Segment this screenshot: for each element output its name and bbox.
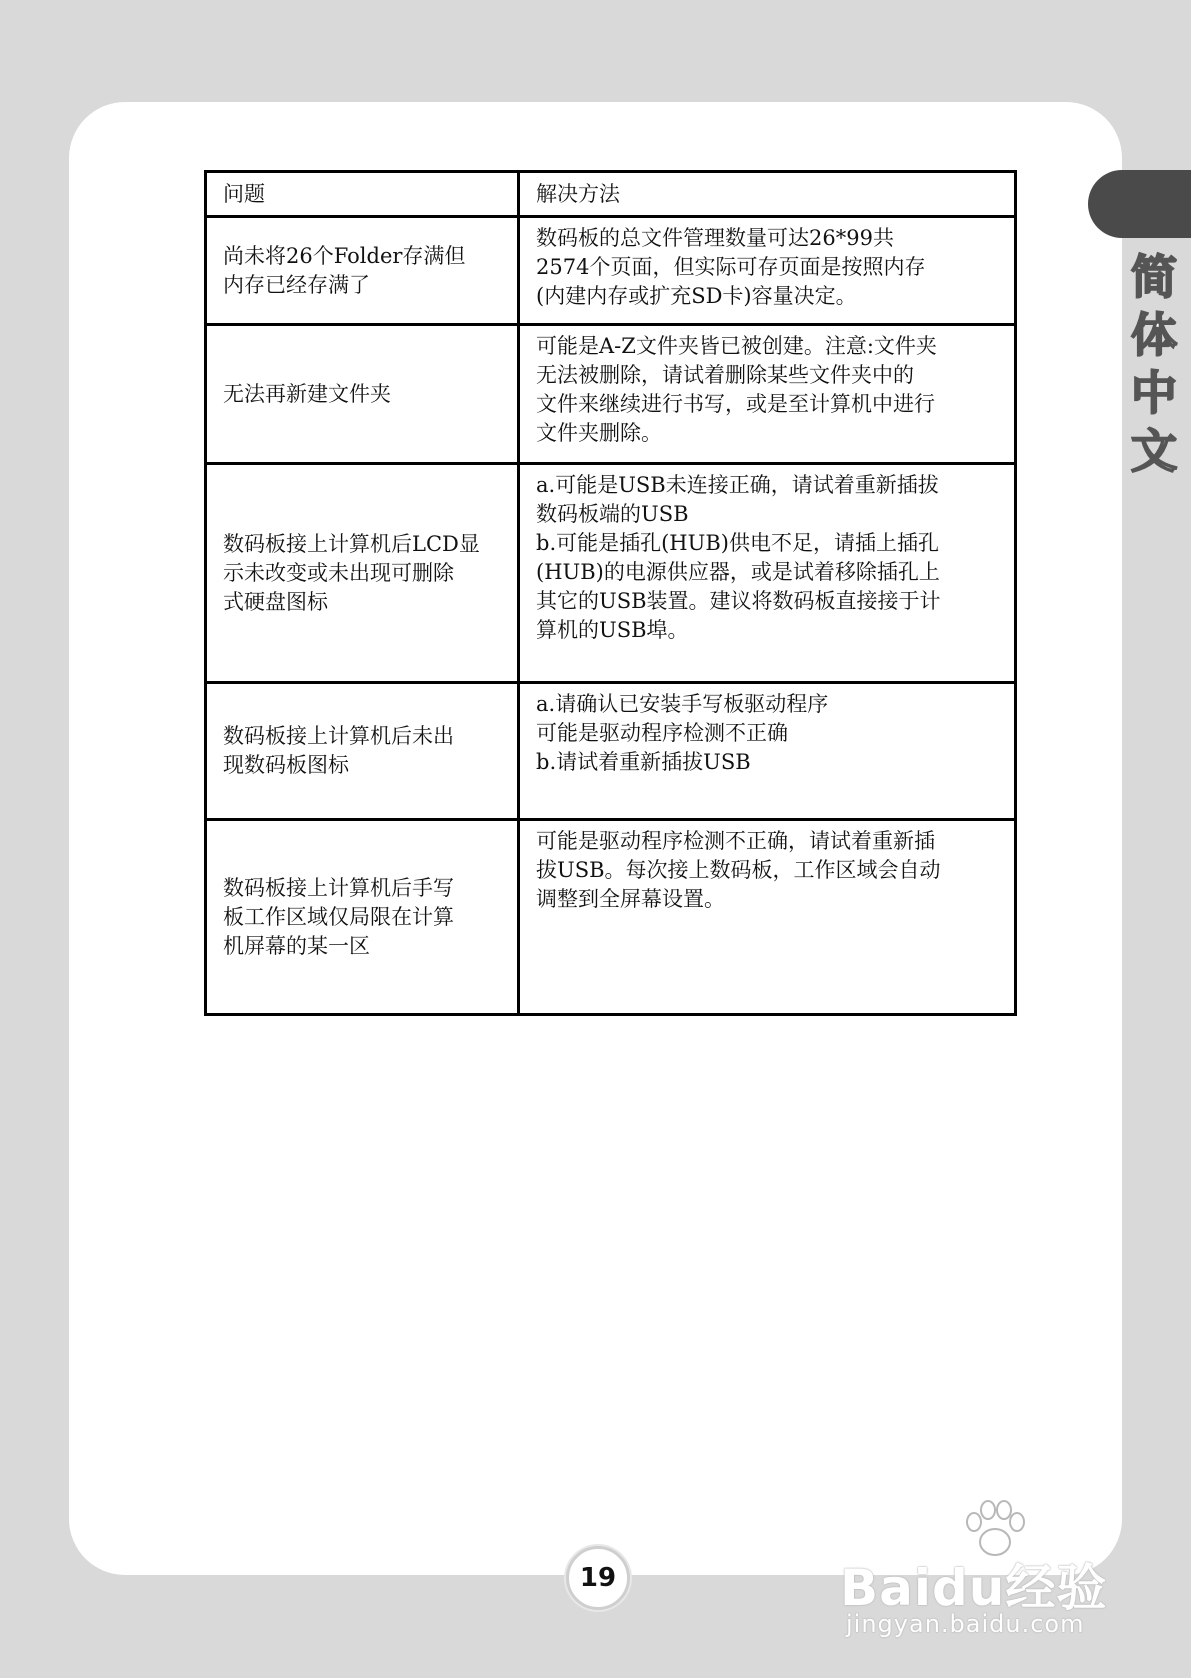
problem-cell: 尚未将26个Folder存满但 内存已经存满了 [206, 217, 519, 325]
side-tab [1088, 170, 1191, 238]
solution-cell: 可能是驱动程序检测不正确，请试着重新插 拔USB。每次接上数码板，工作区域会自动 调整到全屏幕设置。 [519, 820, 1016, 1015]
problem-cell: 数码板接上计算机后未出 现数码板图标 [206, 683, 519, 820]
table-row [206, 217, 1016, 325]
table-row [206, 325, 1016, 464]
language-label [1124, 248, 1184, 480]
table-header-row [206, 172, 1016, 217]
language-char: 中 [1131, 366, 1177, 420]
problem-cell: 数码板接上计算机后LCD显 示未改变或未出现可删除 式硬盘图标 [206, 464, 519, 683]
language-char: 简 [1131, 250, 1177, 304]
baidu-watermark [840, 1500, 1130, 1640]
solution-cell: 可能是A-Z文件夹皆已被创建。注意:文件夹 无法被删除，请试着删除某些文件夹中的 文件来继续进行书写，或是至计算机中进行 文件夹删除。 [519, 325, 1016, 464]
troubleshooting-table [204, 170, 1017, 1016]
page-number: 19 [566, 1546, 630, 1610]
table-row [206, 464, 1016, 683]
language-char: 体 [1131, 308, 1177, 362]
language-char: 文 [1131, 424, 1177, 478]
table-row [206, 820, 1016, 1015]
solution-cell: 数码板的总文件管理数量可达26*99共 2574个页面，但实际可存页面是按照内存 (内建内存或扩充SD卡)容量决定。 [519, 217, 1016, 325]
solution-cell: a.请确认已安装手写板驱动程序 可能是驱动程序检测不正确 b.请试着重新插拔USB [519, 683, 1016, 820]
watermark-logo: Baidu经验 [840, 1559, 1108, 1617]
header-solution: 解决方法 [519, 172, 1016, 217]
table-row [206, 683, 1016, 820]
solution-cell: a.可能是USB未连接正确，请试着重新插拔 数码板端的USB b.可能是插孔(HUB)供电不足，请插上插孔 (HUB)的电源供应器，或是试着移除插孔上 其它的USB装置。建议将数码板直接接于计 算机的USB埠。 [519, 464, 1016, 683]
problem-cell: 无法再新建文件夹 [206, 325, 519, 464]
problem-cell: 数码板接上计算机后手写 板工作区域仅局限在计算 机屏幕的某一区 [206, 820, 519, 1015]
watermark-url: jingyan.baidu.com [846, 1610, 1085, 1638]
header-problem: 问题 [206, 172, 519, 217]
